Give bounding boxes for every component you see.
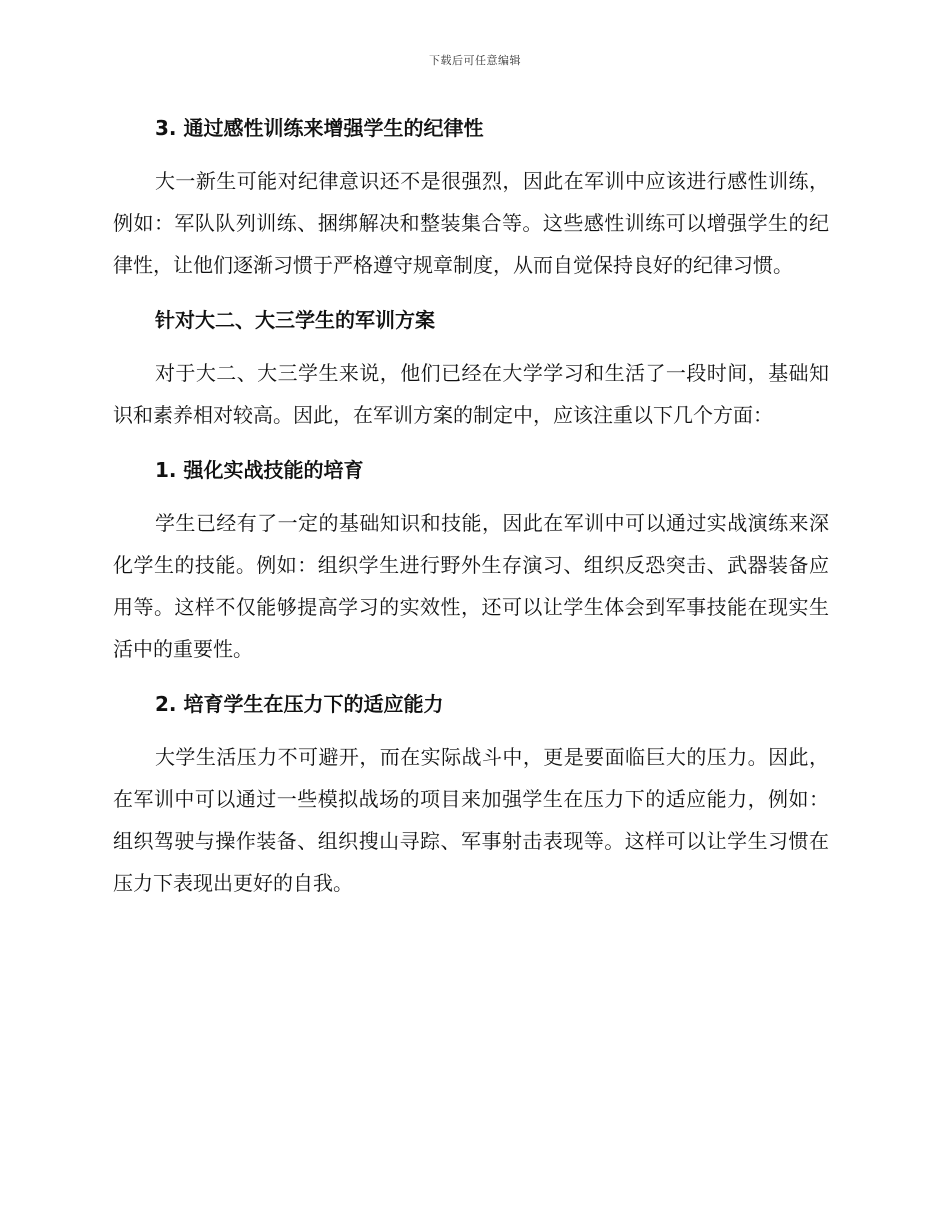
- section-heading-discipline: 3. 通过感性训练来增强学生的纪律性: [155, 116, 484, 140]
- page-header: 下载后可任意编辑: [429, 54, 521, 67]
- section-paragraph-pressure-adaptation: 大学生活压力不可避开，而在实际战斗中，更是要面临巨大的压力。因此，在军训中可以通过一些模拟战场的项目来加强学生在压力下的适应能力，例如：组织驾驶与操作装备、组织搜山寻踪、军事射击表现等。这样可以让学生习惯在压力下表现出更好的自我。: [113, 745, 829, 895]
- document-body: [113, 108, 829, 918]
- section-heading-pressure-adaptation: 2. 培育学生在压力下的适应能力: [155, 692, 444, 716]
- section-heading-sophomore-junior-plan: 针对大二、大三学生的军训方案: [155, 308, 435, 332]
- section-paragraph-combat-skills: 学生已经有了一定的基础知识和技能，因此在军训中可以通过实战演练来深化学生的技能。例如：组织学生进行野外生存演习、组织反恐突击、武器装备应用等。这样不仅能够提高学习的实效性，还可以让学生体会到军事技能在现实生活中的重要性。: [113, 511, 829, 661]
- section-paragraph-discipline: 大一新生可能对纪律意识还不是很强烈，因此在军训中应该进行感性训练，例如：军队队列训练、捆绑解决和整装集合等。这些感性训练可以增强学生的纪律性，让他们逐渐习惯于严格遵守规章制度，从而自觉保持良好的纪律习惯。: [113, 169, 829, 277]
- section-paragraph-sophomore-junior-plan: 对于大二、大三学生来说，他们已经在大学学习和生活了一段时间，基础知识和素养相对较高。因此，在军训方案的制定中，应该注重以下几个方面：: [113, 361, 829, 427]
- section-heading-combat-skills: 1. 强化实战技能的培育: [155, 458, 364, 482]
